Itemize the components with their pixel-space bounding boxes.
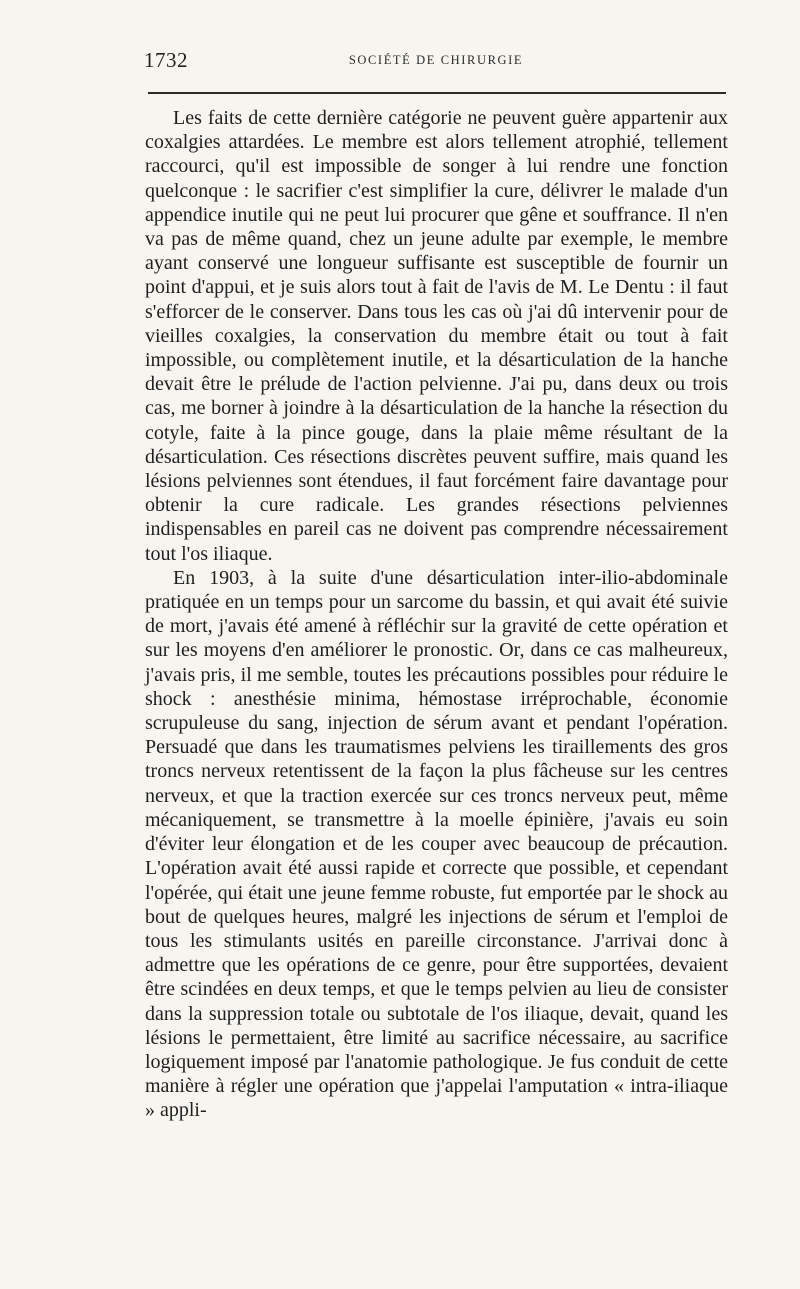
paragraph-2: En 1903, à la suite d'une désarticulation inter-ilio-abdominale pratiquée en un temps pour un sarcome du bassin, et qui avait été suivie de mort, j'avais été amené à réfléchir sur la gravité de cette opération et sur les moyens d'en améliorer le pronostic. Or, dans ce cas malheureux, j'avais pris, il me semble, toutes les précautions possibles pour réduire le shock : anesthésie minima, hémostase irréprochable, économie scrupuleuse du sang, injection de sérum avant et pendant l'opération. Persuadé que dans les traumatismes pelviens les tiraillements des gros troncs nerveux retentissent de la façon la plus fâcheuse sur les centres nerveux, et que la traction exercée sur ces troncs nerveux peut, même mécaniquement, se transmettre à la moelle épinière, j'avais eu soin d'éviter leur élongation et de les couper avec beaucoup de précaution. L'opération avait été aussi rapide et correcte que possible, et cependant l'opérée, qui était une jeune femme robuste, fut emportée par le shock au bout de quelques heures, malgré les injections de sérum et l'emploi de tous les stimulants usités en pareille circonstance. J'arrivai donc à admettre que les opérations de ce genre, pour être supportées, devaient être scindées en deux temps, et que le temps pelvien au lieu de consister dans la suppression totale ou subtotale de l'os iliaque, devait, quand les lésions le permettaient, être limité au sacrifice nécessaire, au sacrifice logiquement imposé par l'anatomie pathologique. Je fus conduit de cette manière à régler une opération que j'appelai l'amputation « intra-iliaque » appli- bbox=[145, 566, 728, 1122]
running-head: SOCIÉTÉ DE CHIRURGIE bbox=[348, 53, 524, 67]
header-rule bbox=[148, 92, 726, 94]
page-number: 1732 bbox=[144, 48, 188, 72]
document-body bbox=[145, 106, 728, 1123]
paragraph-1: Les faits de cette dernière catégorie ne peuvent guère appartenir aux coxalgies attardées. Le membre est alors tellement atrophié, tellement raccourci, qu'il est impossible de songer à lui rendre une fonction quelconque : le sacrifier c'est simplifier la cure, délivrer le malade d'un appendice inutile qui ne peut lui procurer que gêne et souffrance. Il n'en va pas de même quand, chez un jeune adulte par exemple, le membre ayant conservé une longueur suffisante est susceptible de fournir un point d'appui, et je suis alors tout à fait de l'avis de M. Le Dentu : il faut s'efforcer de le conserver. Dans tous les cas où j'ai dû intervenir pour de vieilles coxalgies, la conservation du membre était ou tout à fait impossible, ou complètement inutile, et la désarticulation de la hanche devait être le prélude de l'action pelvienne. J'ai pu, dans deux ou trois cas, me borner à joindre à la désarticulation de la hanche la résection du cotyle, faite à la pince gouge, dans la plaie même résultant de la désarticulation. Ces résections discrètes peuvent suffire, mais quand les lésions pelviennes sont étendues, il faut forcément faire davantage pour obtenir la cure radicale. Les grandes résections pelviennes indispensables en pareil cas ne doivent pas comprendre nécessairement tout l'os iliaque. bbox=[145, 107, 728, 565]
page-header bbox=[144, 48, 728, 78]
